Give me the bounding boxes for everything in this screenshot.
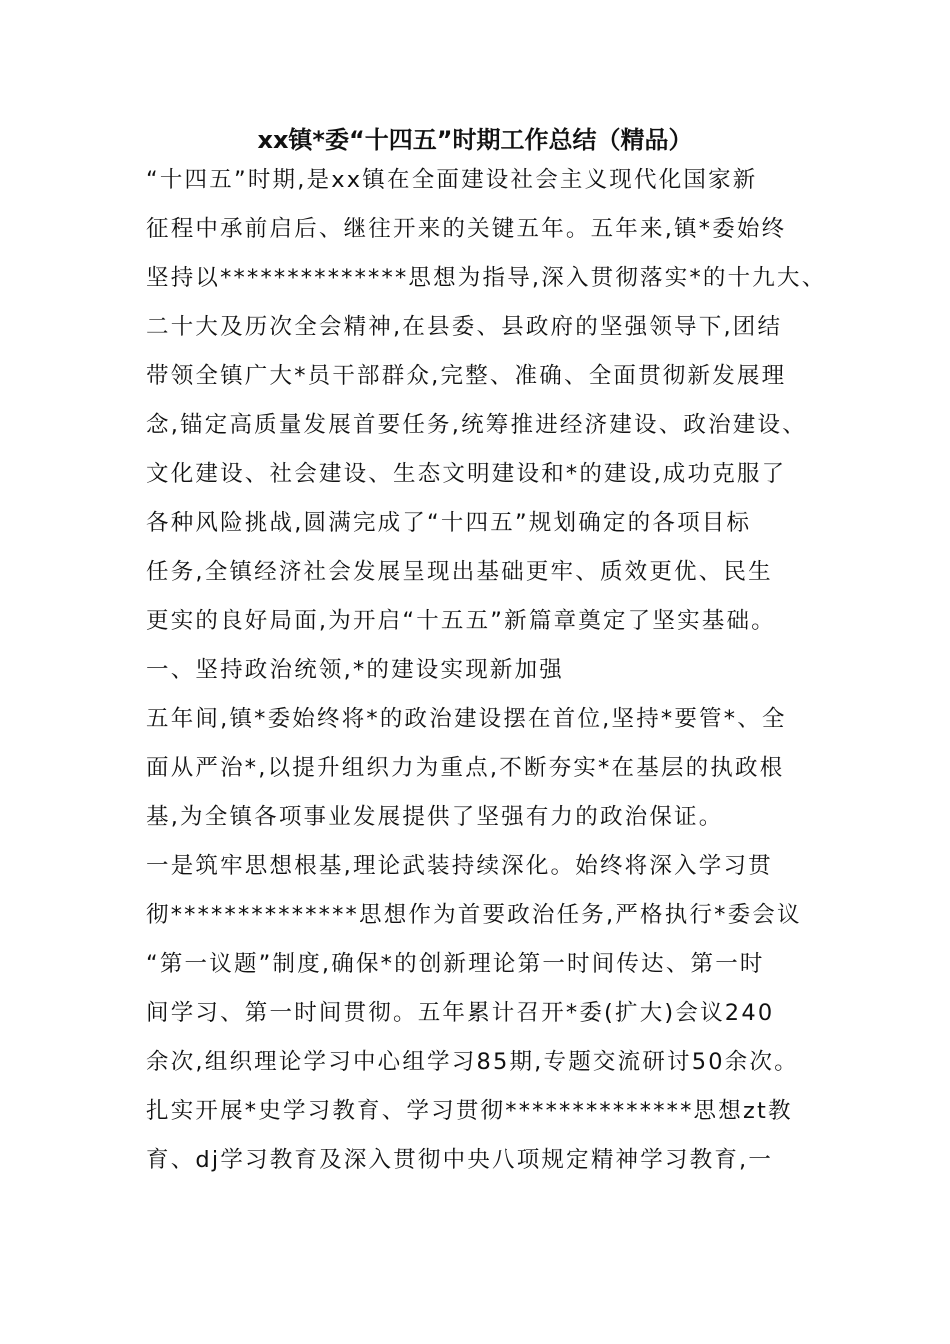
paragraph-line: 面从严治*,以提升组织力为重点,不断夯实*在基层的执政根 [146, 755, 785, 781]
paragraph-line: “第一议题”制度,确保*的创新理论第一时间传达、第一时 [146, 951, 765, 977]
paragraph-line: 征程中承前启后、继往开来的关键五年。五年来,镇*委始终 [146, 216, 787, 242]
paragraph-line: 文化建设、社会建设、生态文明建设和*的建设,成功克服了 [146, 461, 787, 487]
document-title: xx镇*委“十四五”时期工作总结（精品） [257, 126, 693, 154]
paragraph-line: 余次,组织理论学习中心组学习85期,专题交流研讨50余次。 [146, 1049, 799, 1075]
paragraph-line: 育、dj学习教育及深入贯彻中央八项规定精神学习教育,一 [146, 1147, 774, 1173]
paragraph-line: 各种风险挑战,圆满完成了“十四五”规划确定的各项目标 [146, 510, 752, 536]
paragraph-line: 更实的良好局面,为开启“十五五”新篇章奠定了坚实基础。 [146, 608, 776, 634]
paragraph-line: 间学习、第一时间贯彻。五年累计召开*委(扩大)会议240 [146, 1000, 775, 1026]
section-heading: 一、坚持政治统领,*的建设实现新加强 [146, 657, 565, 683]
paragraph-line: 带领全镇广大*员干部群众,完整、准确、全面贯彻新发展理 [146, 363, 787, 389]
paragraph-line: 基,为全镇各项事业发展提供了坚强有力的政治保证。 [146, 804, 724, 830]
paragraph-line: 扎实开展*史学习教育、学习贯彻**************思想zt教 [146, 1098, 793, 1124]
paragraph-line: 二十大及历次全会精神,在县委、县政府的坚强领导下,团结 [146, 314, 783, 340]
paragraph-line: 五年间,镇*委始终将*的政治建设摆在首位,坚持*要管*、全 [146, 706, 787, 732]
paragraph-line: 坚持以**************思想为指导,深入贯彻落实*的十九大、 [146, 265, 827, 291]
paragraph-line: 一是筑牢思想根基,理论武装持续深化。始终将深入学习贯 [146, 853, 773, 879]
paragraph-line: 念,锚定高质量发展首要任务,统筹推进经济建设、政治建设、 [146, 412, 807, 438]
paragraph-line: 彻**************思想作为首要政治任务,严格执行*委会议 [146, 902, 802, 928]
paragraph-line: “十四五”时期,是xx镇在全面建设社会主义现代化国家新 [146, 167, 758, 193]
paragraph-line: 任务,全镇经济社会发展呈现出基础更牢、质效更优、民生 [146, 559, 773, 585]
